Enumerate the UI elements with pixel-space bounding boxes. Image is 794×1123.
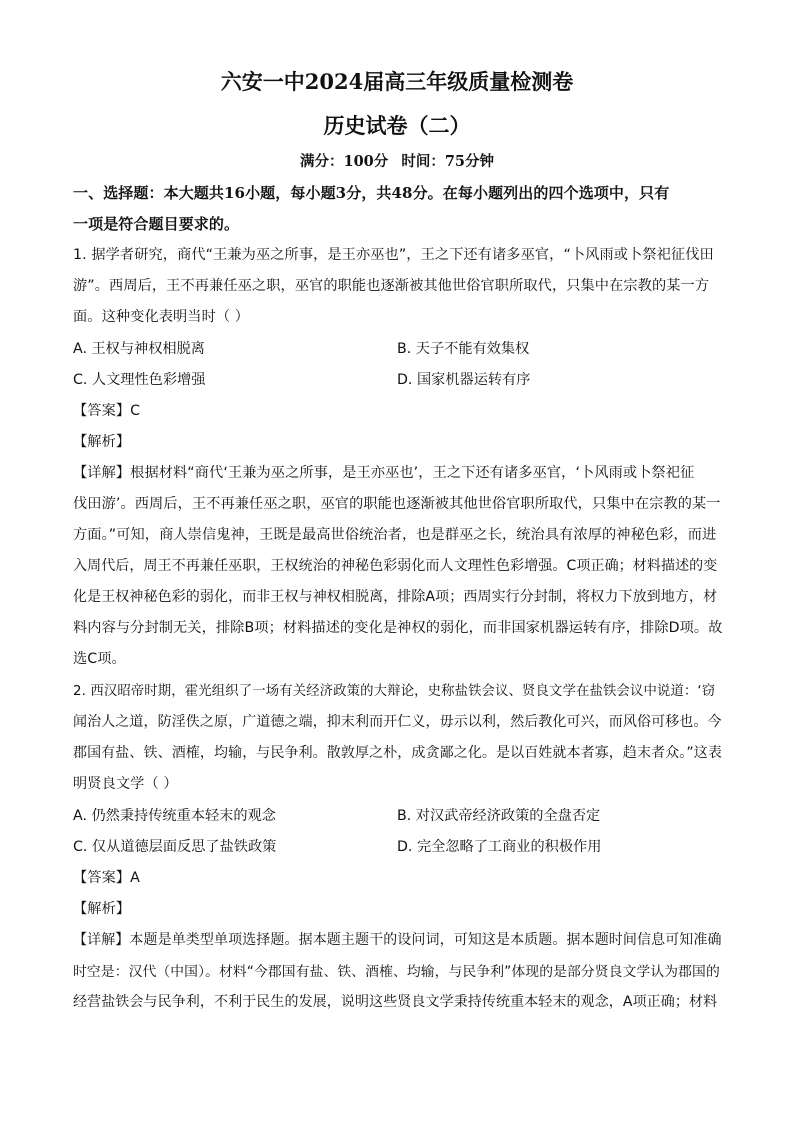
q1-stem-line: 1. 据学者研究，商代“王兼为巫之所事，是王亦巫也”，王之下还有诸多巫官，“卜风雨或卜祭祀征伐田	[73, 247, 714, 263]
q2-option-d: D. 完全忽略了工商业的积极作用	[397, 839, 602, 855]
q2-stem-line: 2. 西汉昭帝时期，霍光组织了一场有关经济政策的大辩论，史称盐铁会议、贤良文学在盐铁会议中说道：‘窃	[73, 684, 716, 699]
q2-stem-line: 明贤良文学（ ）	[73, 776, 178, 792]
q2-stem-line: 郡国有盐、铁、酒榷，均输，与民争利。散敦厚之朴，成贪鄙之化。是以百姓就本者寡，趋末者众。”这表	[73, 745, 722, 761]
section-heading-line-2: 一项是符合题目要求的。	[73, 215, 240, 233]
q1-option-b: B. 天子不能有效集权	[397, 341, 530, 357]
q2-option-b: B. 对汉武帝经济政策的全盘否定	[397, 808, 601, 824]
section-heading-line-1: 一、选择题：本大题共16小题，每小题3分，共48分。在每小题列出的四个选项中，只有	[73, 184, 670, 202]
q2-detail-line: 【详解】本题是单类型单项选择题。据本题主题干的设问词，可知这是本质题。据本题时间信息可知准确	[73, 932, 722, 948]
q2-answer: 【答案】A	[73, 870, 140, 886]
q1-stem-line: 游”。西周后，王不再兼任巫之职，巫官的职能也逐渐被其他世俗官职所取代，只集中在宗教的某一方	[73, 278, 710, 294]
q1-detail-line: 入周代后，周王不再兼任巫职，王权统治的神秘色彩弱化而人文理性色彩增强。C项正确；材料描述的变	[73, 558, 718, 574]
exam-meta: 满分：100分 时间：75分钟	[300, 153, 494, 170]
q1-analysis-label: 【解析】	[73, 434, 131, 450]
exam-title: 六安一中2024届高三年级质量检测卷	[220, 69, 574, 94]
q2-analysis-label: 【解析】	[73, 901, 131, 917]
q1-detail-line: 【详解】根据材料“商代‘王兼为巫之所事，是王亦巫也’，王之下还有诸多巫官，‘卜风雨或卜祭祀征	[73, 465, 695, 481]
q1-detail-line: 化是王权神秘色彩的弱化，而非王权与神权相脱离，排除A项；西周实行分封制，将权力下放到地方，材	[73, 589, 718, 605]
q2-detail-line: 时空是：汉代（中国）。材料“今郡国有盐、铁、酒榷、均输，与民争利”体现的是部分贤良文学认为郡国的	[73, 964, 720, 980]
exam-subtitle: 历史试卷（二）	[323, 113, 471, 138]
q1-option-c: C. 人文理性色彩增强	[73, 372, 206, 388]
q1-option-a: A. 王权与神权相脱离	[73, 341, 205, 357]
q1-detail-line: 料内容与分封制无关，排除B项；材料描述的变化是神权的弱化，而非国家机器运转有序，排除D项。故	[73, 620, 723, 636]
q1-stem-line: 面。这种变化表明当时（ ）	[73, 309, 250, 325]
q1-option-d: D. 国家机器运转有序	[397, 372, 531, 388]
q1-detail-line: 选C项。	[73, 651, 126, 667]
q1-detail-line: 伐田游’。西周后，王不再兼任巫之职，巫官的职能也逐渐被其他世俗官职所取代，只集中在宗教的某一	[73, 496, 721, 512]
q2-option-c: C. 仅从道德层面反思了盐铁政策	[73, 839, 277, 855]
q2-option-a: A. 仍然秉持传统重本轻末的观念	[73, 808, 276, 824]
q2-stem-line: 闻治人之道，防淫佚之原，广道德之端，抑末利而开仁义，毋示以利，然后教化可兴，而风俗可移也。今	[73, 714, 722, 730]
q2-detail-line: 经营盐铁会与民争利，不利于民生的发展，说明这些贤良文学秉持传统重本轻末的观念，A项正确；材料	[73, 994, 718, 1010]
q1-detail-line: 方面。”可知，商人崇信鬼神，王既是最高世俗统治者，也是群巫之长，统治具有浓厚的神秘色彩，而进	[73, 527, 717, 543]
q1-answer: 【答案】C	[73, 403, 141, 419]
